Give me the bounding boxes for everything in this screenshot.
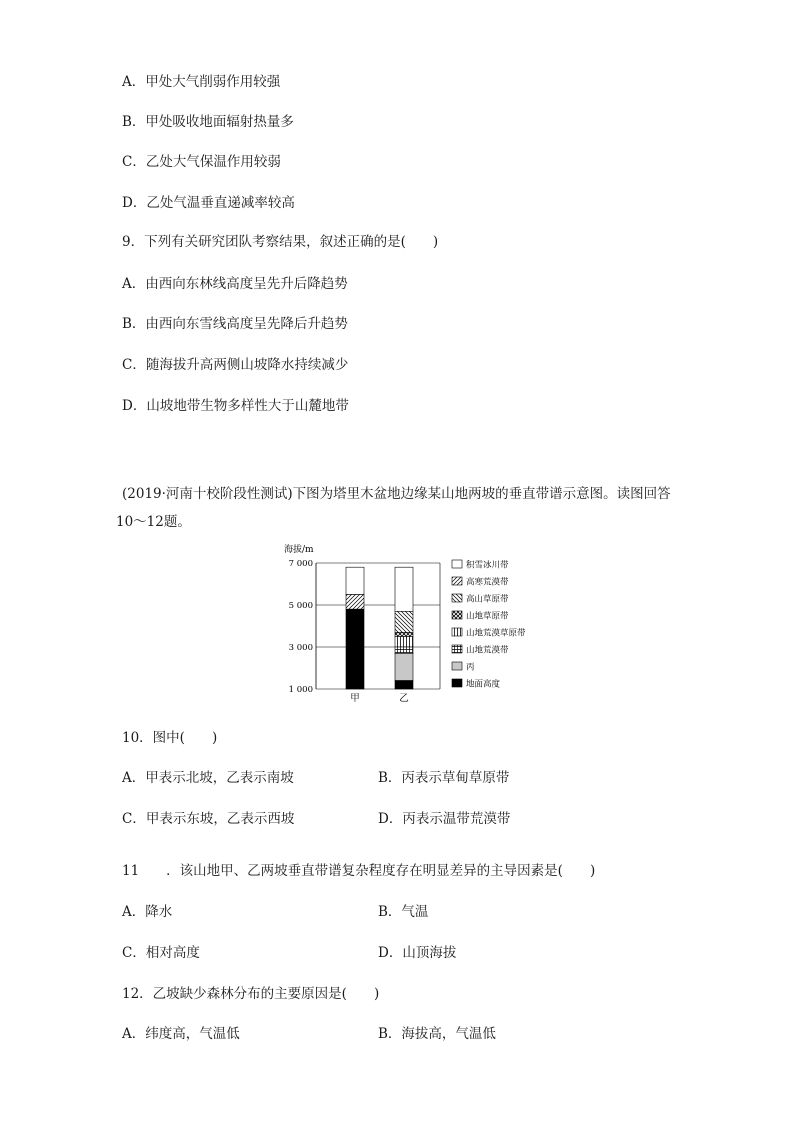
option-text: B．海拔高，气温低	[378, 1026, 496, 1042]
option-text: C．甲表示东坡，乙表示西坡	[122, 811, 295, 827]
question-stem: 11 ．该山地甲、乙两坡垂直带谱复杂程度存在明显差异的主导因素是( )	[122, 863, 596, 879]
option-text: C．相对高度	[122, 945, 200, 961]
option-text: A．甲处大气削弱作用较强	[122, 74, 281, 90]
bar-segment	[395, 637, 413, 648]
y-tick-label: 3 000	[288, 643, 313, 653]
option-text: B．气温	[378, 904, 429, 920]
option-text: D．山顶海拔	[378, 945, 457, 961]
option-text: A．降水	[122, 904, 173, 920]
legend-swatch	[452, 628, 462, 636]
bar-segment	[395, 611, 413, 632]
option-text: B．丙表示草甸草原带	[378, 770, 510, 786]
legend-swatch	[452, 560, 462, 568]
bar-segment	[395, 567, 413, 611]
legend-swatch	[452, 662, 462, 670]
bar-segment	[346, 609, 364, 689]
x-tick-label: 甲	[350, 693, 360, 704]
option-text: D．丙表示温带荒漠带	[378, 811, 511, 827]
y-tick-label: 7 000	[288, 559, 313, 569]
option-text: D．山坡地带生物多样性大于山麓地带	[122, 398, 349, 414]
x-tick-label: 乙	[399, 693, 409, 704]
bar-segment	[395, 681, 413, 689]
legend-label: 山地荒漠带	[466, 645, 509, 656]
legend-label: 高寒荒漠带	[466, 577, 509, 588]
legend-label: 山地草原带	[466, 611, 509, 622]
option-text: A．纬度高，气温低	[122, 1026, 240, 1042]
legend-label: 地面高度	[466, 679, 501, 690]
question-stem: 10．图中( )	[122, 730, 218, 746]
option-text: B．甲处吸收地面辐射热量多	[122, 114, 294, 130]
category-labels	[350, 693, 409, 704]
legend-swatch	[452, 645, 462, 653]
bar-segment	[346, 567, 364, 594]
y-axis-label: 海拔/m	[284, 545, 314, 555]
legend-swatch	[452, 594, 462, 602]
option-text: B．由西向东雪线高度呈先降后升趋势	[122, 316, 348, 332]
question-stem: 9．下列有关研究团队考察结果，叙述正确的是( )	[122, 234, 439, 250]
option-text: A．由西向东林线高度呈先升后降趋势	[122, 276, 348, 292]
bar-segment	[395, 653, 413, 680]
legend-label: 高山草原带	[466, 594, 509, 605]
intro-line: 10～12题。	[116, 514, 191, 530]
option-text: A．甲表示北坡，乙表示南坡	[122, 770, 294, 786]
option-text: C．乙处大气保温作用较弱	[122, 154, 281, 170]
option-text: C．随海拔升高两侧山坡降水持续减少	[122, 357, 349, 373]
bar-segment	[395, 632, 413, 636]
legend-swatch	[452, 679, 462, 687]
chart-bars	[346, 567, 413, 689]
chart-legend	[452, 560, 526, 690]
section-intro	[116, 480, 702, 536]
bar-segment	[346, 595, 364, 610]
legend-label: 积雪冰川带	[466, 560, 509, 571]
legend-label: 丙	[466, 662, 475, 673]
vertical-zonation-chart	[282, 540, 552, 710]
y-tick-label: 5 000	[288, 601, 313, 611]
option-text: D．乙处气温垂直递减率较高	[122, 195, 295, 211]
question-stem: 12．乙坡缺少森林分布的主要原因是( )	[122, 986, 380, 1002]
intro-line: (2019·河南十校阶段性测试)下图为塔里木盆地边缘某山地两坡的垂直带谱示意图。读图回答	[122, 486, 671, 502]
y-tick-label: 1 000	[288, 685, 313, 695]
legend-swatch	[452, 577, 462, 585]
chart-axes	[289, 559, 440, 695]
legend-swatch	[452, 611, 462, 619]
bar-segment	[395, 647, 413, 653]
legend-label: 山地荒漠草原带	[466, 628, 526, 639]
